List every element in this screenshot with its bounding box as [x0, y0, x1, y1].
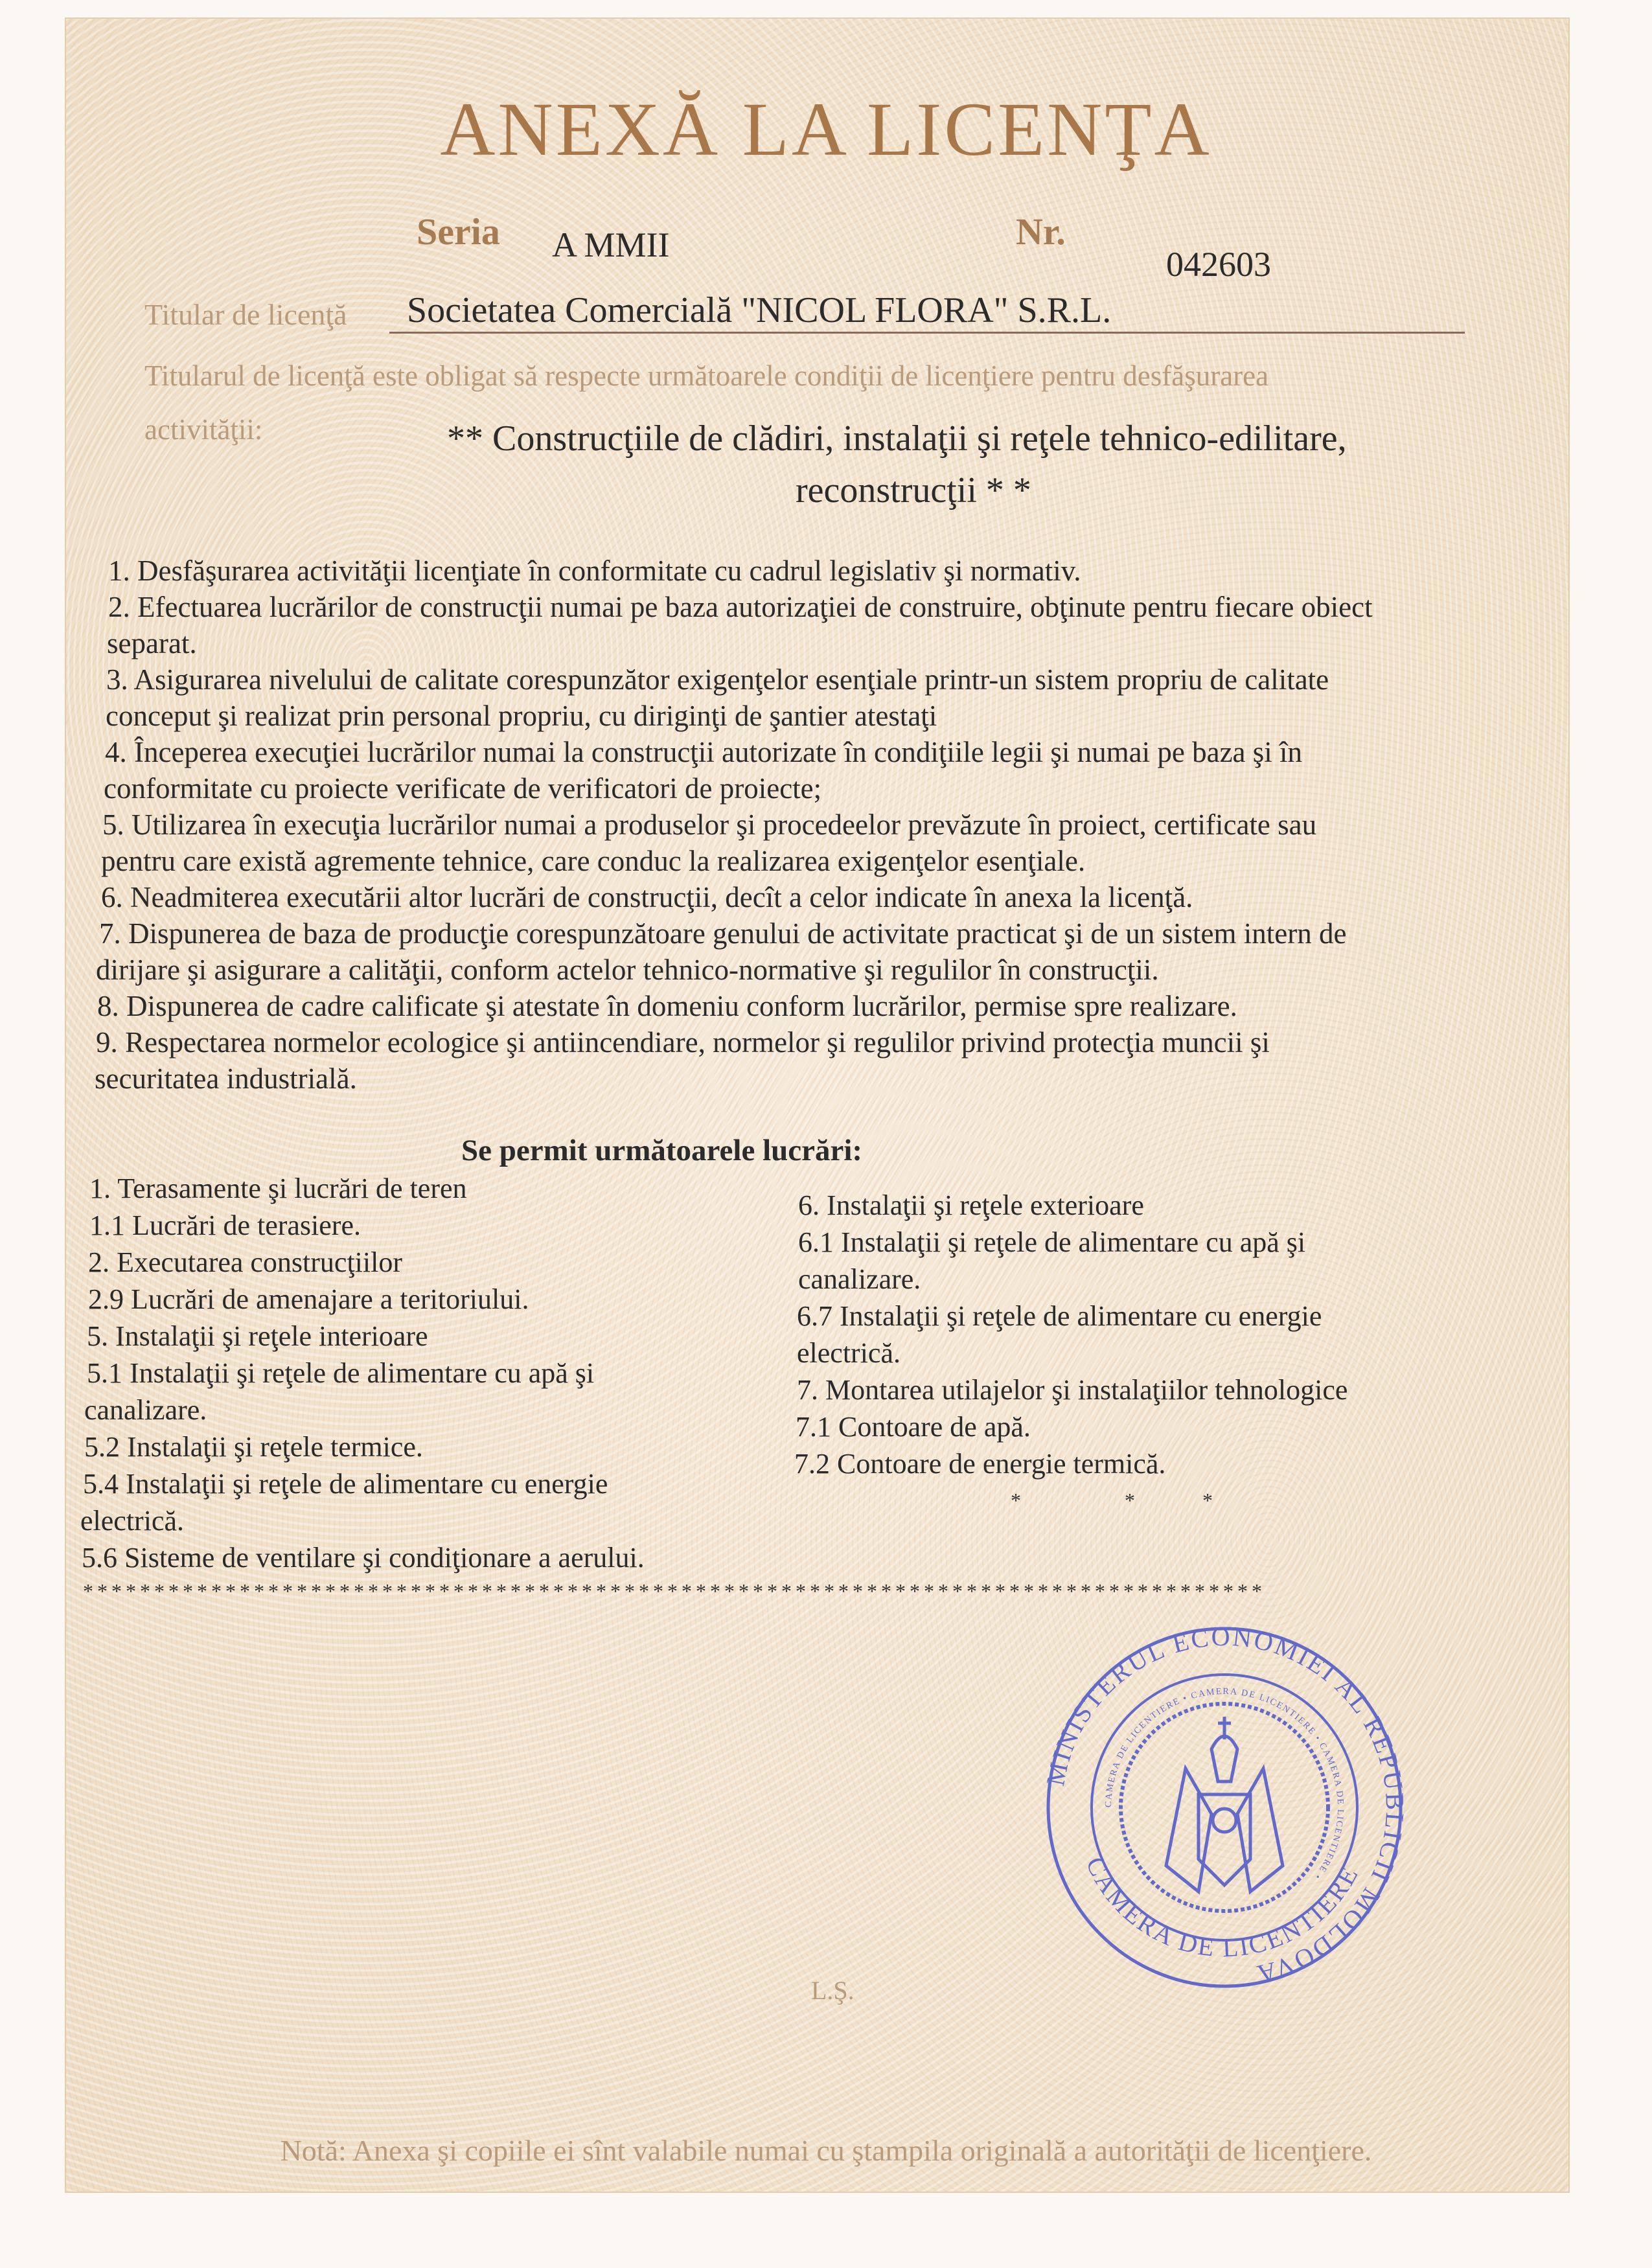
stamp-inner-text: CAMERA DE LICENTIERE • CAMERA DE LICENTIERE • CAMERA DE LICENTIERE •	[1103, 1686, 1346, 1882]
holder-label: Titular de licenţă	[144, 298, 347, 331]
work-item: 1.1 Lucrări de terasiere.	[89, 1209, 361, 1241]
condition-line: 9. Respectarea normelor ecologice şi antiincendiare, normelor şi regulilor privind protecţia muncii şi	[96, 1026, 1270, 1059]
asterisks-separator-short: * * *	[1011, 1489, 1213, 1512]
work-item: 5.1 Instalaţii şi reţele de alimentare cu apă şi	[87, 1357, 595, 1389]
work-item: 5.2 Instalaţii şi reţele termice.	[84, 1431, 423, 1463]
condition-line: conceput şi realizat prin personal propriu, cu diriginţi de şantier atestaţi	[106, 700, 937, 732]
work-item: 7. Montarea utilajelor şi instalaţiilor tehnologice	[797, 1374, 1348, 1406]
condition-line: conformitate cu proiecte verificate de verificatori de proiecte;	[104, 772, 822, 805]
activity-description: ** Construcţiile de clădiri, instalaţii şi reţele tehnico-edilitare,	[447, 418, 1347, 459]
condition-line: 5. Utilizarea în execuţia lucrărilor numai a produselor şi procedeelor prevăzute în proiect, certificate sau	[102, 808, 1317, 841]
condition-line: 4. Începerea execuţiei lucrărilor numai la construcţii autorizate în condiţiile legii şi numai pe baza şi în	[105, 736, 1303, 768]
stamp-outer-text: MINISTERUL ECONOMIEI AL REPUBLICII MOLDOVA	[1040, 1621, 1410, 1990]
work-item: electrică.	[80, 1505, 184, 1537]
condition-line: separat.	[107, 627, 197, 659]
permitted-works-heading: Se permit următoarele lucrări:	[461, 1134, 863, 1167]
work-item: 6.1 Instalaţii şi reţele de alimentare cu apă şi	[798, 1226, 1306, 1258]
work-item: 2. Executarea construcţiilor	[88, 1246, 403, 1278]
work-item: 2.9 Lucrări de amenajare a teritoriului.	[88, 1283, 529, 1315]
work-item: 7.1 Contoare de apă.	[796, 1411, 1031, 1443]
condition-line: pentru care există agremente tehnice, care conduc la realizarea exigenţelor esenţiale.	[101, 845, 1086, 877]
work-item: electrică.	[797, 1337, 901, 1369]
holder-underline	[389, 332, 1465, 334]
work-item: 5.6 Sisteme de ventilare şi condiţionare a aerului.	[82, 1542, 645, 1574]
official-stamp	[1037, 1620, 1412, 1995]
work-item: 6. Instalaţii şi reţele exterioare	[798, 1189, 1144, 1221]
work-item: canalizare.	[798, 1263, 921, 1295]
asterisks-separator: * * * * * * * * * * * * * * * * * * * * * * * * * * * * * * * * * * * * * * * * * * * * * * * * * * * * * * * * * * * * * * * * * * * * * * * * * * * * * * * * * * *	[83, 1579, 1262, 1603]
obligation-text: Titularul de licenţă este obligat să respecte următoarele condiţii de licenţiere pentru desfăşurarea	[144, 360, 1269, 392]
condition-line: 6. Neadmiterea executării altor lucrări de construcţii, decît a celor indicate în anexa la licenţă.	[101, 881, 1193, 913]
coat-of-arms-icon	[1166, 1717, 1283, 1892]
condition-line: 1. Desfăşurarea activităţii licenţiate în conformitate cu cadrul legislativ şi normativ.	[108, 555, 1081, 587]
seal-place-label: L.Ş.	[811, 1976, 855, 2005]
work-item: 7.2 Contoare de energie termică.	[794, 1448, 1166, 1480]
stamp-bottom-text: CAMERA DE LICENTIERE	[1080, 1852, 1364, 1963]
work-item: 5.4 Instalaţii şi reţele de alimentare cu energie	[83, 1468, 608, 1500]
number-value: 042603	[1166, 245, 1271, 284]
condition-line: securitatea industrială.	[95, 1062, 357, 1095]
holder-value: Societatea Comercială "NICOL FLORA" S.R.L.	[407, 290, 1112, 330]
condition-line: 7. Dispunerea de baza de producţie corespunzătoare genului de activitate practicat şi de un sistem intern de	[99, 917, 1347, 950]
work-item: 6.7 Instalaţii şi reţele de alimentare cu energie	[797, 1300, 1322, 1332]
activity-description-cont: reconstrucţii * *	[796, 470, 1031, 510]
number-label: Nr.	[1016, 211, 1066, 253]
condition-line: 3. Asigurarea nivelului de calitate corespunzător exigenţelor esenţiale printr-un sistem propriu de calitate	[106, 663, 1329, 696]
work-item: canalizare.	[84, 1394, 207, 1426]
series-value: A MMII	[552, 225, 670, 264]
condition-line: dirijare şi asigurare a calităţii, conform actelor tehnico-normative şi regulilor în construcţii.	[96, 954, 1159, 986]
svg-text:CAMERA DE LICENTIERE • CAMERA	[1104, 1687, 1345, 1882]
condition-line: 8. Dispunerea de cadre calificate şi atestate în domeniu conform lucrărilor, permise spre realizare.	[97, 990, 1237, 1022]
document-title: ANEXĂ LA LICENŢA	[440, 87, 1212, 172]
obligation-text-cont: activităţii:	[144, 413, 263, 446]
series-label: Seria	[417, 211, 500, 253]
condition-line: 2. Efectuarea lucrărilor de construcţii numai pe baza autorizaţiei de construire, obţinute pentru fiecare obiect	[108, 591, 1373, 623]
work-item: 1. Terasamente şi lucrări de teren	[89, 1173, 467, 1204]
validity-note: Notă: Anexa şi copiile ei sînt valabile numai cu ştampila originală a autorităţii de licenţiere.	[280, 2134, 1372, 2167]
work-item: 5. Instalaţii şi reţele interioare	[87, 1320, 428, 1352]
